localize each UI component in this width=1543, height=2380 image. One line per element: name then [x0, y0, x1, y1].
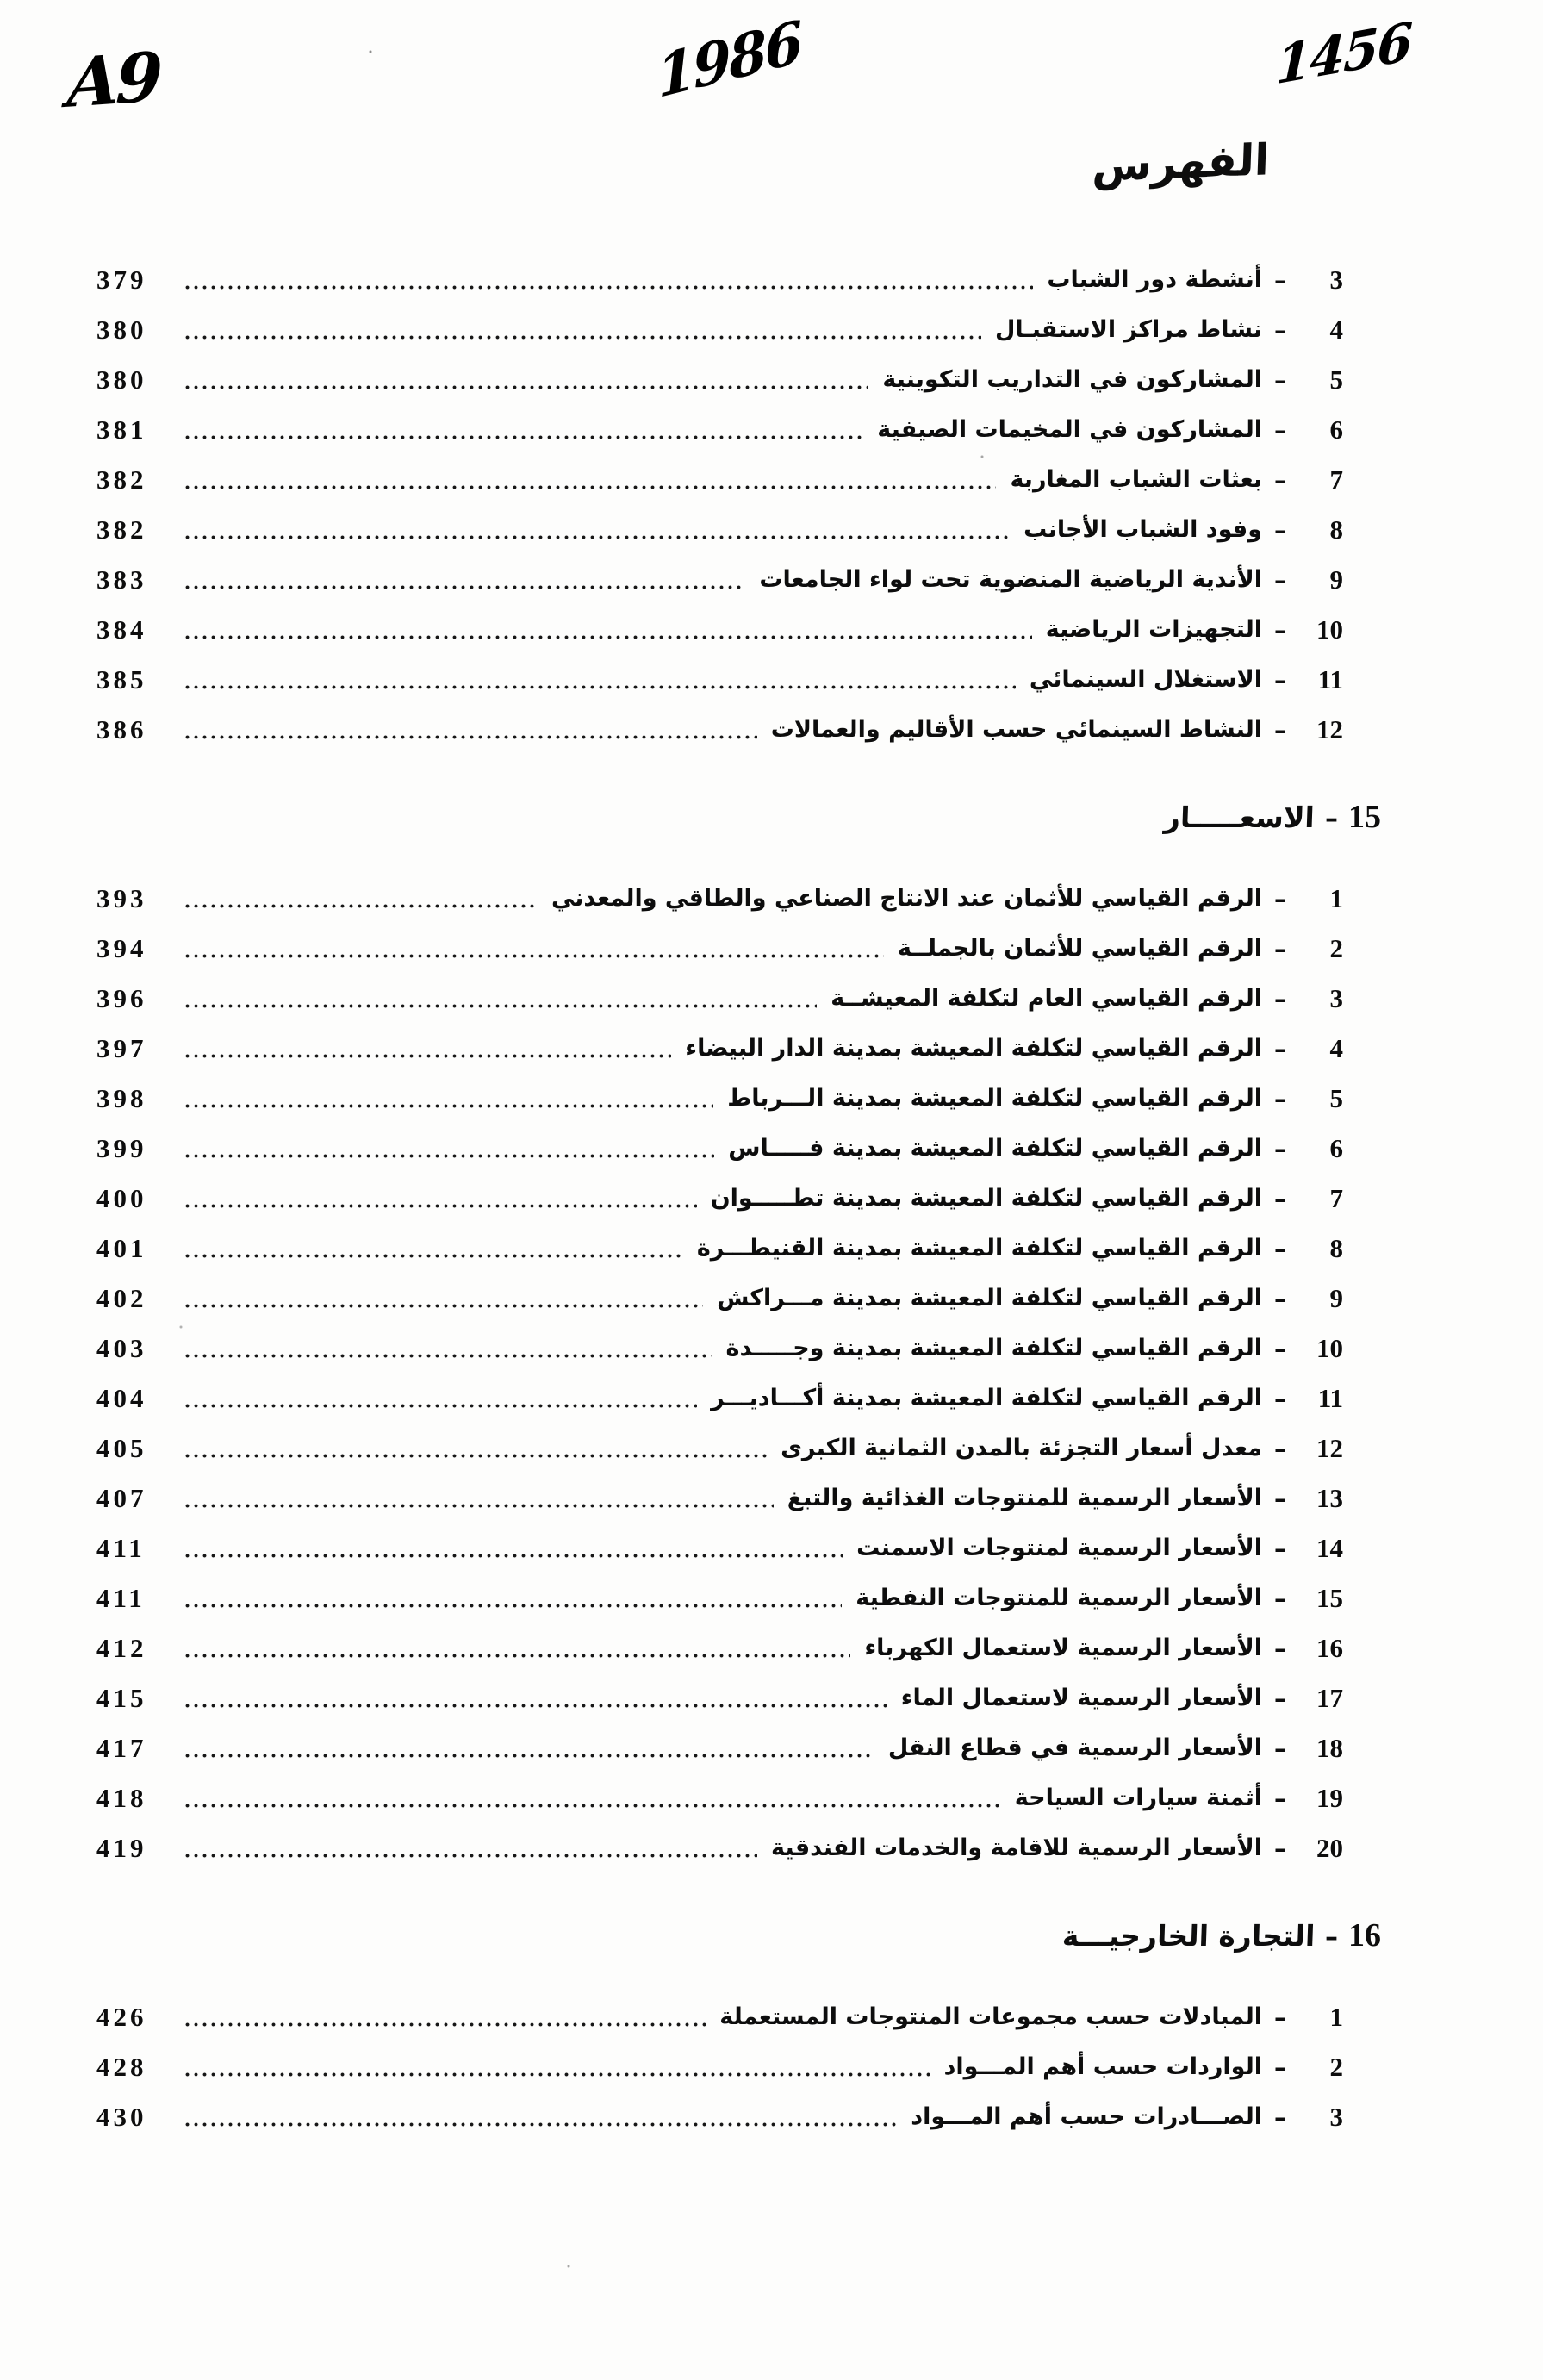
dash-separator: – — [1274, 1835, 1286, 1863]
toc-entry — [96, 452, 1343, 502]
toc-entry-title: نشاط مراكز الاستقبـال — [994, 315, 1262, 343]
toc-entry-page: 381 — [96, 414, 147, 445]
toc-entry-number: 4 — [1329, 315, 1343, 345]
toc-entry — [96, 1620, 1343, 1670]
toc-entry — [96, 1320, 1343, 1370]
handwritten-annotation-top-right: 1456 — [1274, 11, 1413, 97]
toc-entry-number: 20 — [1316, 1833, 1343, 1863]
toc-section — [96, 798, 1381, 1870]
handwritten-annotation-year: 1986 — [654, 7, 803, 112]
toc-entry — [96, 1120, 1343, 1170]
dot-leader — [184, 284, 1033, 290]
dash-separator: – — [1274, 1635, 1286, 1663]
toc-entry — [96, 1170, 1343, 1220]
dot-leader — [184, 1403, 697, 1409]
dot-leader — [184, 534, 1010, 540]
toc-entry-title: المبادلات حسب مجموعات المنتوجات المستعملة — [719, 2003, 1262, 2030]
dot-leader — [184, 953, 884, 959]
toc-entry — [96, 1420, 1343, 1470]
dot-leader — [184, 2072, 930, 2078]
dot-leader — [184, 1453, 767, 1459]
dot-leader — [184, 484, 996, 490]
toc-entry-page: 396 — [96, 983, 147, 1013]
toc-entry — [96, 502, 1343, 551]
dash-separator: – — [1274, 2053, 1286, 2082]
dash-separator: – — [1274, 1585, 1286, 1613]
toc-entry-page: 407 — [96, 1483, 147, 1513]
toc-entry-page: 397 — [96, 1033, 147, 1063]
toc-entry-title: التجهيزات الرياضية — [1045, 615, 1262, 643]
toc-entry-page: 411 — [96, 1583, 146, 1613]
toc-entry — [96, 920, 1343, 970]
dash-separator: – — [1274, 1735, 1286, 1763]
toc-entry-title: الأندية الرياضية المنضوية تحت لواء الجامعات — [759, 565, 1262, 593]
dash-separator: – — [1274, 985, 1286, 1013]
section-label: الاسعـــــار — [1163, 801, 1316, 834]
toc-entry-title: الرقم القياسي لتكلفة المعيشة بمدينة الـــرباط — [727, 1084, 1262, 1112]
toc-entry-number: 18 — [1316, 1733, 1343, 1763]
toc-entry-number: 5 — [1329, 364, 1343, 395]
dash-separator: – — [1274, 1185, 1286, 1213]
toc-entry — [96, 701, 1343, 751]
toc-entry — [96, 551, 1343, 601]
toc-entry-number: 7 — [1329, 464, 1343, 495]
toc-entry-number: 15 — [1316, 1583, 1343, 1613]
toc-entry-page: 400 — [96, 1183, 147, 1213]
toc-entry-number: 8 — [1329, 514, 1343, 545]
toc-entry-title: الأسعار الرسمية في قطاع النقل — [887, 1734, 1262, 1761]
dot-leader — [184, 2121, 897, 2128]
dash-separator: – — [1274, 935, 1286, 963]
toc-entry-page: 383 — [96, 564, 147, 595]
toc-entry — [96, 1989, 1343, 2039]
section-number: 16 — [1348, 1917, 1381, 1953]
toc-entry-title: النشاط السينمائي حسب الأقاليم والعمالات — [770, 715, 1262, 743]
toc-entry-title: بعثات الشباب المغاربة — [1010, 465, 1262, 493]
dot-leader — [184, 334, 981, 340]
toc-entry-number: 19 — [1316, 1783, 1343, 1813]
toc-entry-number: 1 — [1329, 883, 1343, 913]
dash-separator: – — [1274, 1535, 1286, 1563]
toc-section — [96, 1916, 1381, 2139]
dot-leader — [184, 1053, 671, 1059]
section-header — [96, 798, 1381, 851]
toc-entry-number: 3 — [1329, 265, 1343, 295]
dot-leader — [184, 1603, 842, 1609]
toc-entry — [96, 651, 1343, 701]
toc-entry — [96, 601, 1343, 651]
dash-separator: – — [1274, 1235, 1286, 1263]
toc-entry-title: الرقم القياسي للأثمان عند الانتاج الصناعي والطاقي والمعدني — [551, 884, 1262, 912]
dot-leader — [184, 1203, 697, 1209]
toc-entry-title: الرقم القياسي لتكلفة المعيشة بمدينة تطـــــوان — [710, 1184, 1262, 1212]
dot-leader — [184, 1153, 714, 1159]
dot-leader — [184, 1353, 712, 1359]
toc-entry-number: 10 — [1316, 1333, 1343, 1363]
toc-entry-page: 393 — [96, 883, 147, 913]
toc-entry-page: 380 — [96, 315, 147, 345]
page-title: الفهرس — [1091, 134, 1271, 191]
toc-entry-page: 382 — [96, 514, 147, 545]
toc-entry-number: 11 — [1317, 1383, 1343, 1413]
toc-entry — [96, 1820, 1343, 1870]
toc-entry-page: 411 — [96, 1533, 146, 1563]
dash-separator: – — [1274, 416, 1286, 445]
dot-leader — [184, 1853, 757, 1859]
toc-entry-title: الأسعار الرسمية لمنتوجات الاسمنت — [856, 1534, 1262, 1561]
dash-separator: – — [1274, 1035, 1286, 1063]
dot-leader — [184, 384, 868, 390]
dash-separator: – — [1274, 1385, 1286, 1413]
toc-entry-number: 3 — [1329, 2102, 1343, 2132]
toc-entry-page: 401 — [96, 1233, 147, 1263]
dot-leader — [184, 1653, 850, 1659]
toc-entry-number: 12 — [1316, 1433, 1343, 1463]
toc-entry-title: الأسعار الرسمية للمنتوجات النفطية — [855, 1584, 1262, 1611]
toc-entry-number: 9 — [1329, 564, 1343, 595]
toc-entry-page: 385 — [96, 664, 147, 695]
toc-entry-title: الصـــادرات حسب أهم المـــواد — [911, 2103, 1262, 2130]
toc-entry-title: الرقم القياسي لتكلفة المعيشة بمدينة الدار البيضاء — [685, 1034, 1262, 1062]
dash-separator: – — [1274, 516, 1286, 545]
toc-entry-number: 4 — [1329, 1033, 1343, 1063]
toc-entry — [96, 1220, 1343, 1270]
dot-leader — [184, 1103, 713, 1109]
toc-entry-page: 402 — [96, 1283, 147, 1313]
toc-entry-title: الأسعار الرسمية للاقامة والخدمات الفندقية — [771, 1834, 1262, 1861]
toc-entry-number: 6 — [1329, 1133, 1343, 1163]
dash-separator: – — [1274, 716, 1286, 745]
toc-entry-title: الرقم القياسي لتكلفة المعيشة بمدينة مـــراكش — [717, 1284, 1262, 1311]
toc-entry-number: 9 — [1329, 1283, 1343, 1313]
toc-entry-page: 418 — [96, 1783, 147, 1813]
toc-entry-page: 394 — [96, 933, 147, 963]
toc-entry — [96, 402, 1343, 452]
section-label: التجارة الخارجيـــة — [1061, 1919, 1316, 1953]
toc-entry-number: 7 — [1329, 1183, 1343, 1213]
dash-separator: – — [1274, 316, 1286, 345]
dot-leader — [184, 734, 757, 740]
toc-entry-page: 382 — [96, 464, 147, 495]
toc-entry-page: 398 — [96, 1083, 147, 1113]
toc-entry-title: أنشطة دور الشباب — [1047, 265, 1262, 293]
toc-entry — [96, 1470, 1343, 1520]
toc-entry-title: الأسعار الرسمية للمنتوجات الغذائية والتبغ — [787, 1484, 1262, 1511]
toc-entry-page: 428 — [96, 2052, 147, 2082]
toc-entry — [96, 1270, 1343, 1320]
dash-separator: – — [1274, 1685, 1286, 1713]
dash-separator: – — [1274, 1335, 1286, 1363]
dot-leader — [184, 1253, 683, 1259]
table-of-contents — [96, 252, 1381, 2139]
toc-entry — [96, 1770, 1343, 1820]
toc-entry-title: الرقم القياسي لتكلفة المعيشة بمدينة القنيطـــرة — [696, 1234, 1262, 1262]
toc-entry-title: أثمنة سيارات السياحة — [1014, 1784, 1262, 1811]
dot-leader — [184, 434, 863, 440]
dash-separator: – — [1325, 1922, 1338, 1953]
toc-entry-title: الرقم القياسي العام لتكلفة المعيشــة — [831, 984, 1262, 1012]
toc-entry-page: 380 — [96, 364, 147, 395]
dash-separator: – — [1274, 1135, 1286, 1163]
toc-entry-page: 399 — [96, 1133, 147, 1163]
toc-entry-number: 13 — [1316, 1483, 1343, 1513]
toc-entry-number: 14 — [1316, 1533, 1343, 1563]
toc-entry — [96, 352, 1343, 402]
dash-separator: – — [1274, 885, 1286, 913]
toc-entry — [96, 2039, 1343, 2089]
toc-entry-page: 426 — [96, 2002, 147, 2032]
toc-entry-number: 17 — [1316, 1683, 1343, 1713]
toc-entry-title: الرقم القياسي لتكلفة المعيشة بمدينة وجـــــدة — [725, 1334, 1262, 1361]
toc-entry-title: معدل أسعار التجزئة بالمدن الثمانية الكبرى — [781, 1434, 1262, 1461]
toc-entry-number: 1 — [1329, 2002, 1343, 2032]
dash-separator: – — [1274, 2103, 1286, 2132]
dot-leader — [184, 1553, 843, 1559]
dot-leader — [184, 1003, 817, 1009]
dash-separator: – — [1274, 266, 1286, 295]
section-number: 15 — [1348, 799, 1381, 835]
toc-entry-page: 379 — [96, 265, 147, 295]
section-header — [96, 1916, 1381, 1970]
toc-entry — [96, 302, 1343, 352]
dot-leader — [184, 1303, 703, 1309]
toc-entry-number: 10 — [1316, 614, 1343, 645]
toc-entry-page: 404 — [96, 1383, 147, 1413]
dot-leader — [184, 634, 1032, 640]
toc-entry — [96, 1370, 1343, 1420]
toc-entry — [96, 870, 1343, 920]
dot-leader — [184, 584, 745, 590]
toc-entry-page: 419 — [96, 1833, 147, 1863]
toc-entry-number: 12 — [1316, 714, 1343, 745]
toc-entry — [96, 1520, 1343, 1570]
toc-section — [96, 252, 1343, 751]
dot-leader — [184, 1703, 887, 1709]
toc-entry-number: 8 — [1329, 1233, 1343, 1263]
toc-entry-title: الواردات حسب أهم المـــواد — [943, 2053, 1262, 2080]
dash-separator: – — [1274, 466, 1286, 495]
dot-leader — [184, 1803, 1001, 1809]
toc-entry-number: 6 — [1329, 414, 1343, 445]
toc-entry — [96, 2089, 1343, 2139]
dash-separator: – — [1274, 2003, 1286, 2032]
dot-leader — [184, 2022, 706, 2028]
toc-entry-title: وفود الشباب الأجانب — [1023, 515, 1262, 543]
toc-entry-title: الأسعار الرسمية لاستعمال الكهرباء — [864, 1634, 1262, 1661]
dash-separator: – — [1274, 1435, 1286, 1463]
toc-entry-number: 2 — [1329, 2052, 1343, 2082]
toc-entry-number: 5 — [1329, 1083, 1343, 1113]
dot-leader — [184, 1503, 774, 1509]
toc-entry — [96, 1570, 1343, 1620]
toc-entry-page: 403 — [96, 1333, 147, 1363]
dot-leader — [184, 1753, 874, 1759]
dash-separator: – — [1274, 566, 1286, 595]
dash-separator: – — [1274, 366, 1286, 395]
dot-leader — [184, 684, 1016, 690]
toc-entry-title: الأسعار الرسمية لاستعمال الماء — [900, 1684, 1262, 1711]
dot-leader — [184, 903, 538, 909]
toc-entry-page: 415 — [96, 1683, 147, 1713]
dash-separator: – — [1274, 1285, 1286, 1313]
toc-entry-title: المشاركون في المخيمات الصيفية — [877, 415, 1262, 443]
toc-entry — [96, 1020, 1343, 1070]
toc-entry-page: 430 — [96, 2102, 147, 2132]
toc-entry-page: 386 — [96, 714, 147, 745]
dash-separator: – — [1274, 666, 1286, 695]
dash-separator: – — [1274, 1785, 1286, 1813]
toc-entry-title: الاستغلال السينمائي — [1029, 665, 1262, 693]
dash-separator: – — [1274, 616, 1286, 645]
toc-entry-page: 412 — [96, 1633, 147, 1663]
toc-entry — [96, 1670, 1343, 1720]
toc-entry — [96, 252, 1343, 302]
toc-entry — [96, 1070, 1343, 1120]
toc-entry — [96, 1720, 1343, 1770]
toc-entry-title: الرقم القياسي لتكلفة المعيشة بمدينة فـــــاس — [728, 1134, 1262, 1162]
toc-entry-number: 11 — [1317, 664, 1343, 695]
toc-entry-number: 16 — [1316, 1633, 1343, 1663]
handwritten-annotation-top-left: A9 — [65, 38, 161, 123]
toc-entry-page: 384 — [96, 614, 147, 645]
toc-entry-page: 405 — [96, 1433, 147, 1463]
toc-entry-page: 417 — [96, 1733, 147, 1763]
toc-entry-number: 2 — [1329, 933, 1343, 963]
dash-separator: – — [1274, 1485, 1286, 1513]
toc-entry-title: الرقم القياسي لتكلفة المعيشة بمدينة أكـــاديـــر — [711, 1384, 1262, 1411]
dash-separator: – — [1325, 804, 1338, 834]
dash-separator: – — [1274, 1085, 1286, 1113]
toc-entry-title: الرقم القياسي للأثمان بالجملــة — [898, 934, 1262, 962]
toc-entry — [96, 970, 1343, 1020]
toc-entry-number: 3 — [1329, 983, 1343, 1013]
toc-entry-title: المشاركون في التداريب التكوينية — [882, 365, 1262, 393]
